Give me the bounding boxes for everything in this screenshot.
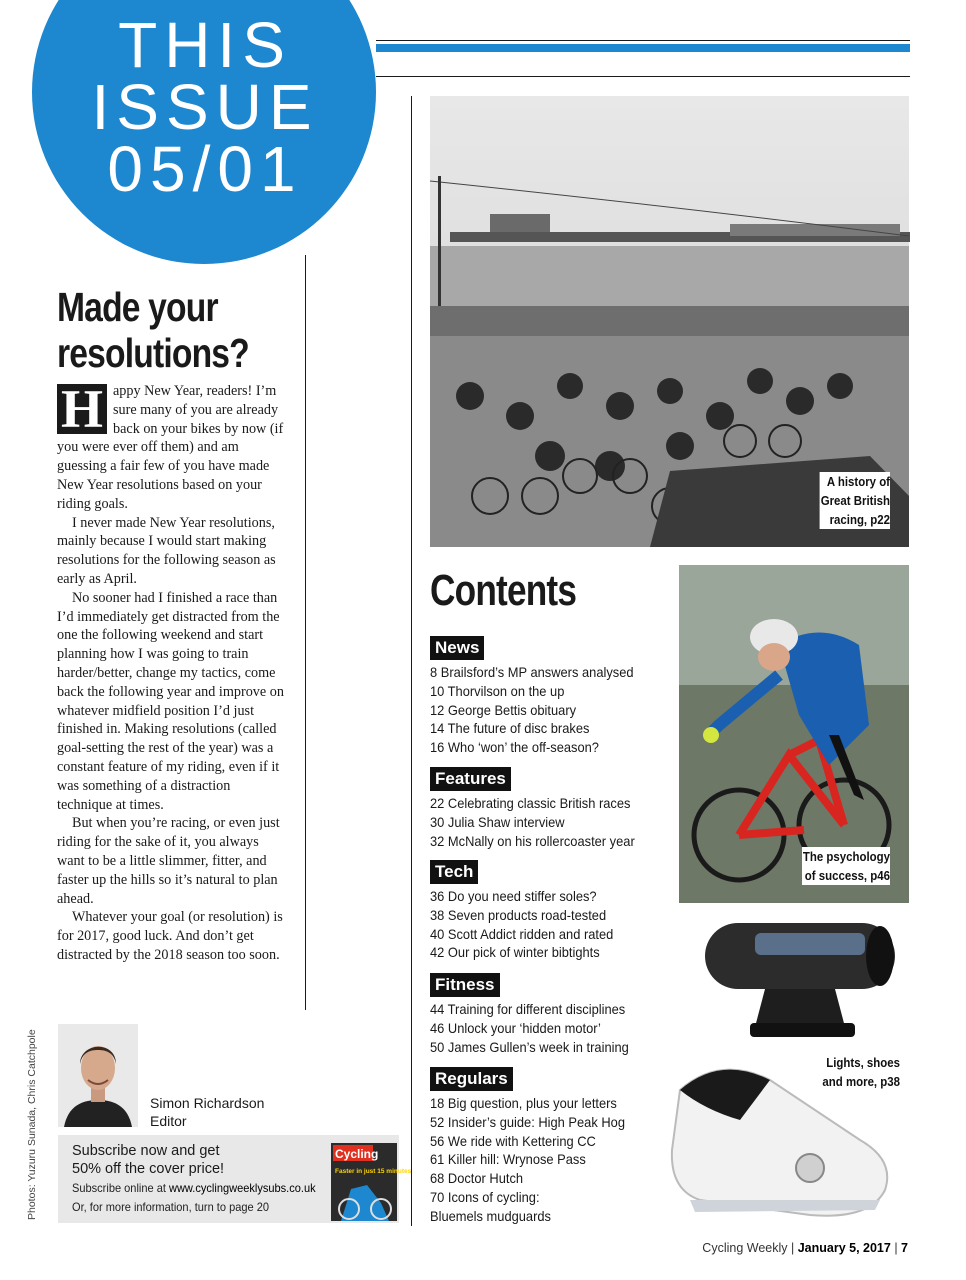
contents-list-features: [430, 794, 651, 850]
caption-psychology: The psychology of success, p46: [802, 849, 890, 883]
subscribe-more-info: Or, for more information, turn to page 20: [72, 1200, 269, 1214]
contents-item[interactable]: 12 George Bettis obituary: [430, 701, 577, 718]
badge-line-date: 05/01: [107, 133, 303, 205]
issue-badge-text: [60, 9, 350, 205]
header-rule-top: [376, 40, 910, 41]
editorial-paragraph: appy New Year, readers! I’m sure many of you are already back on your bikes by now (if you were ever off them) and am guessing a fair few of you have made New Year resolutions based on your riding goals.: [57, 383, 284, 512]
caption-products: Lights, shoes and more, p38: [822, 1055, 900, 1089]
editorial-body: [57, 379, 289, 965]
editor-signoff: [150, 1094, 264, 1130]
contents-item[interactable]: 68 Doctor Hutch: [430, 1170, 524, 1187]
section-header-tech: Tech: [430, 860, 478, 884]
header-rule-bottom: [376, 76, 910, 77]
editor-portrait: [58, 1024, 138, 1127]
contents-item[interactable]: 46 Unlock your ‘hidden motor’: [430, 1019, 601, 1036]
contents-list-tech: [430, 887, 651, 962]
contents-item[interactable]: 40 Scott Addict ridden and rated: [430, 925, 614, 942]
contents-item[interactable]: 50 James Gullen’s week in training: [430, 1038, 629, 1055]
badge-line-this: THIS: [118, 9, 292, 81]
contents-item[interactable]: Bluemels mudguards: [430, 1207, 551, 1224]
footer-publication: Cycling Weekly: [702, 1241, 788, 1255]
magazine-cover-line: Faster in just 15 minutes: [335, 1168, 412, 1175]
contents-item[interactable]: 30 Julia Shaw interview: [430, 813, 565, 830]
subscribe-headline: Subscribe now and get 50% off the cover price!: [72, 1143, 225, 1177]
contents-list-news: [430, 663, 651, 757]
contents-item[interactable]: 14 The future of disc brakes: [430, 720, 590, 737]
editorial-paragraph: But when you’re racing, or even just riding for the sake of it, you always want to be a little slimmer, fitter, and faster up the hills so it’s natural to plan ahead.: [57, 815, 280, 907]
column-divider-middle: [411, 96, 412, 1226]
contents-list-regulars: [430, 1094, 651, 1226]
column-divider-left: [305, 255, 306, 1010]
bike-light-product: [695, 915, 900, 1045]
header-rule-blue: [376, 44, 910, 52]
contents-item[interactable]: 44 Training for different disciplines: [430, 1001, 626, 1017]
subscribe-online-line: Subscribe online at www.cyclingweeklysubs.co.uk: [72, 1181, 316, 1195]
subscribe-url-link[interactable]: www.cyclingweeklysubs.co.uk: [168, 1181, 316, 1195]
bike-light-illustration: [695, 915, 900, 1045]
page-footer: Cycling Weekly | January 5, 2017 | 7: [702, 1241, 908, 1255]
editor-portrait-illustration: [58, 1024, 138, 1127]
contents-item[interactable]: 22 Celebrating classic British races: [430, 795, 631, 811]
caption-history: A history of Great British racing, p22: [820, 474, 890, 527]
editorial-paragraph: Whatever your goal (or resolution) is for 2017, good luck. And don’t get distracted by the 2018 season too soon.: [57, 909, 283, 963]
contents-item[interactable]: 16 Who ‘won’ the off-season?: [430, 739, 599, 756]
section-header-news: News: [430, 636, 484, 660]
contents-item[interactable]: 18 Big question, plus your letters: [430, 1095, 617, 1111]
editorial-title: Made your resolutions?: [57, 284, 249, 376]
contents-item[interactable]: 32 McNally on his rollercoaster year: [430, 832, 635, 849]
drop-cap: H: [57, 384, 107, 434]
magazine-logo: Cycling: [335, 1147, 379, 1161]
contents-item[interactable]: 10 Thorvilson on the up: [430, 682, 565, 699]
editorial-paragraph: I never made New Year resolutions, mainly because I would start making resolutions for the following season as early as April.: [57, 514, 276, 587]
badge-line-issue: ISSUE: [91, 71, 319, 143]
contents-item[interactable]: 70 Icons of cycling:: [430, 1188, 540, 1205]
contents-item[interactable]: 56 We ride with Kettering CC: [430, 1132, 596, 1149]
editor-name: Simon Richardson: [150, 1095, 265, 1111]
footer-date: January 5, 2017: [797, 1241, 891, 1255]
contents-list-fitness: [430, 1000, 651, 1056]
section-header-regulars: Regulars: [430, 1067, 513, 1091]
editorial-paragraph: No sooner had I finished a race than I’d immediately get distracted from the one the following weekend and start planning how I was going to train harder/better, change my tactics, come back the following year and improve on whatever midfield position I’d just finished in. Making resolutions (called goal-setting the rest of the year) was a constant feature of my riding, even if it was something of a distraction technique at times.: [57, 589, 284, 813]
contents-item[interactable]: 42 Our pick of winter bibtights: [430, 944, 600, 961]
magazine-cover-thumbnail: [331, 1143, 412, 1221]
contents-item[interactable]: 36 Do you need stiffer soles?: [430, 888, 597, 904]
contents-item[interactable]: 52 Insider’s guide: High Peak Hog: [430, 1113, 625, 1130]
section-header-fitness: Fitness: [430, 973, 500, 997]
magazine-cover-illustration: [331, 1143, 412, 1221]
editor-role: Editor: [150, 1113, 187, 1129]
footer-page-number: 7: [901, 1241, 908, 1255]
contents-item[interactable]: 38 Seven products road-tested: [430, 906, 607, 923]
contents-item[interactable]: 61 Killer hill: Wrynose Pass: [430, 1151, 586, 1168]
contents-title: Contents: [430, 566, 577, 615]
section-header-features: Features: [430, 767, 511, 791]
contents-item[interactable]: 8 Brailsford’s MP answers analysed: [430, 664, 634, 680]
photo-credit: Photos: Yuzuru Sunada, Chris Catchpole: [26, 1029, 38, 1220]
